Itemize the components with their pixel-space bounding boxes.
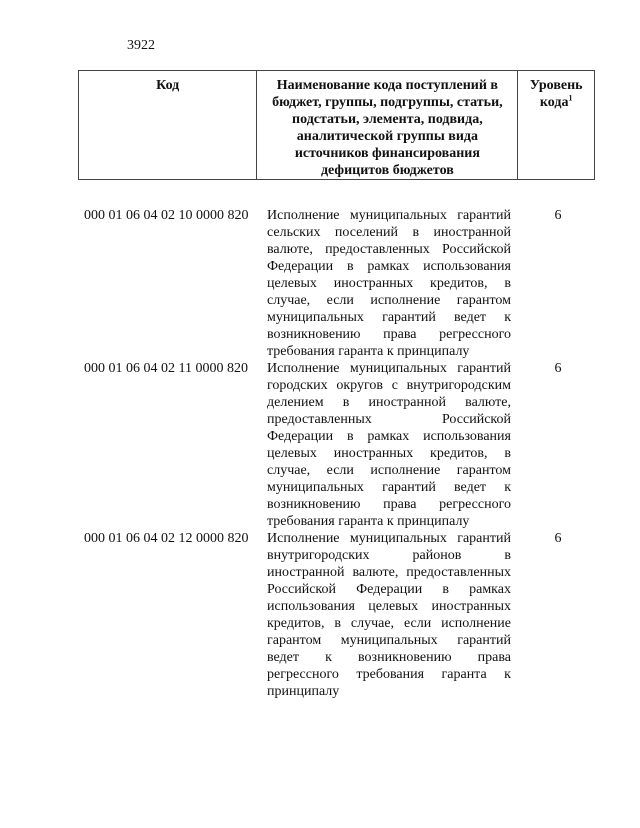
footnote-marker: 1: [568, 93, 573, 103]
header-level-text: Уровень кода: [529, 78, 583, 110]
row-code: 000 01 06 04 02 12 0000 820: [84, 531, 249, 546]
table-row: [78, 207, 595, 360]
row-code: 000 01 06 04 02 10 0000 820: [84, 208, 249, 223]
header-row: [79, 71, 595, 180]
header-name-text: Наименование кода поступлений в бюджет, группы, подгруппы, статьи, подстатьи, элемента, подвида, аналитической группы вида источников финансирования дефицитов бюджетов: [272, 78, 503, 178]
row-name: Исполнение муниципальных гарантий внутригородских районов в иностранной валюте, предоставленных Российской Федерации в рамках использования целевых иностранных кредитов, в случае, если исполнение гарантом муниципальных гарантий ведет к возникновению права регрессного требования гаранта к принципалу: [267, 531, 511, 699]
row-name: Исполнение муниципальных гарантий сельских поселений в иностранной валюте, предоставленных Российской Федерации в рамках использования целевых иностранных кредитов, в случае, если исполнение гарантом муниципальных гарантий ведет к возникновению права регрессного требования гаранта к принципалу: [267, 208, 511, 359]
header-name: [257, 71, 518, 180]
table-body: [78, 207, 595, 700]
table-row: [78, 360, 595, 530]
row-code: 000 01 06 04 02 11 0000 820: [84, 361, 248, 376]
row-level: 6: [554, 531, 562, 546]
page-number: 3922: [127, 38, 155, 53]
header-table: [78, 70, 595, 180]
row-level: 6: [554, 361, 562, 376]
row-name: Исполнение муниципальных гарантий городских округов с внутригородским делением в иностранной валюте, предоставленных Российской Федерации в рамках использования целевых иностранных кредитов, в случае, если исполнение гарантом муниципальных гарантий ведет к возникновению права регрессного требования гаранта к принципалу: [267, 361, 511, 529]
table-row: [78, 530, 595, 700]
header-code: Код: [79, 71, 257, 180]
header-level: [518, 71, 595, 180]
row-level: 6: [554, 208, 562, 223]
